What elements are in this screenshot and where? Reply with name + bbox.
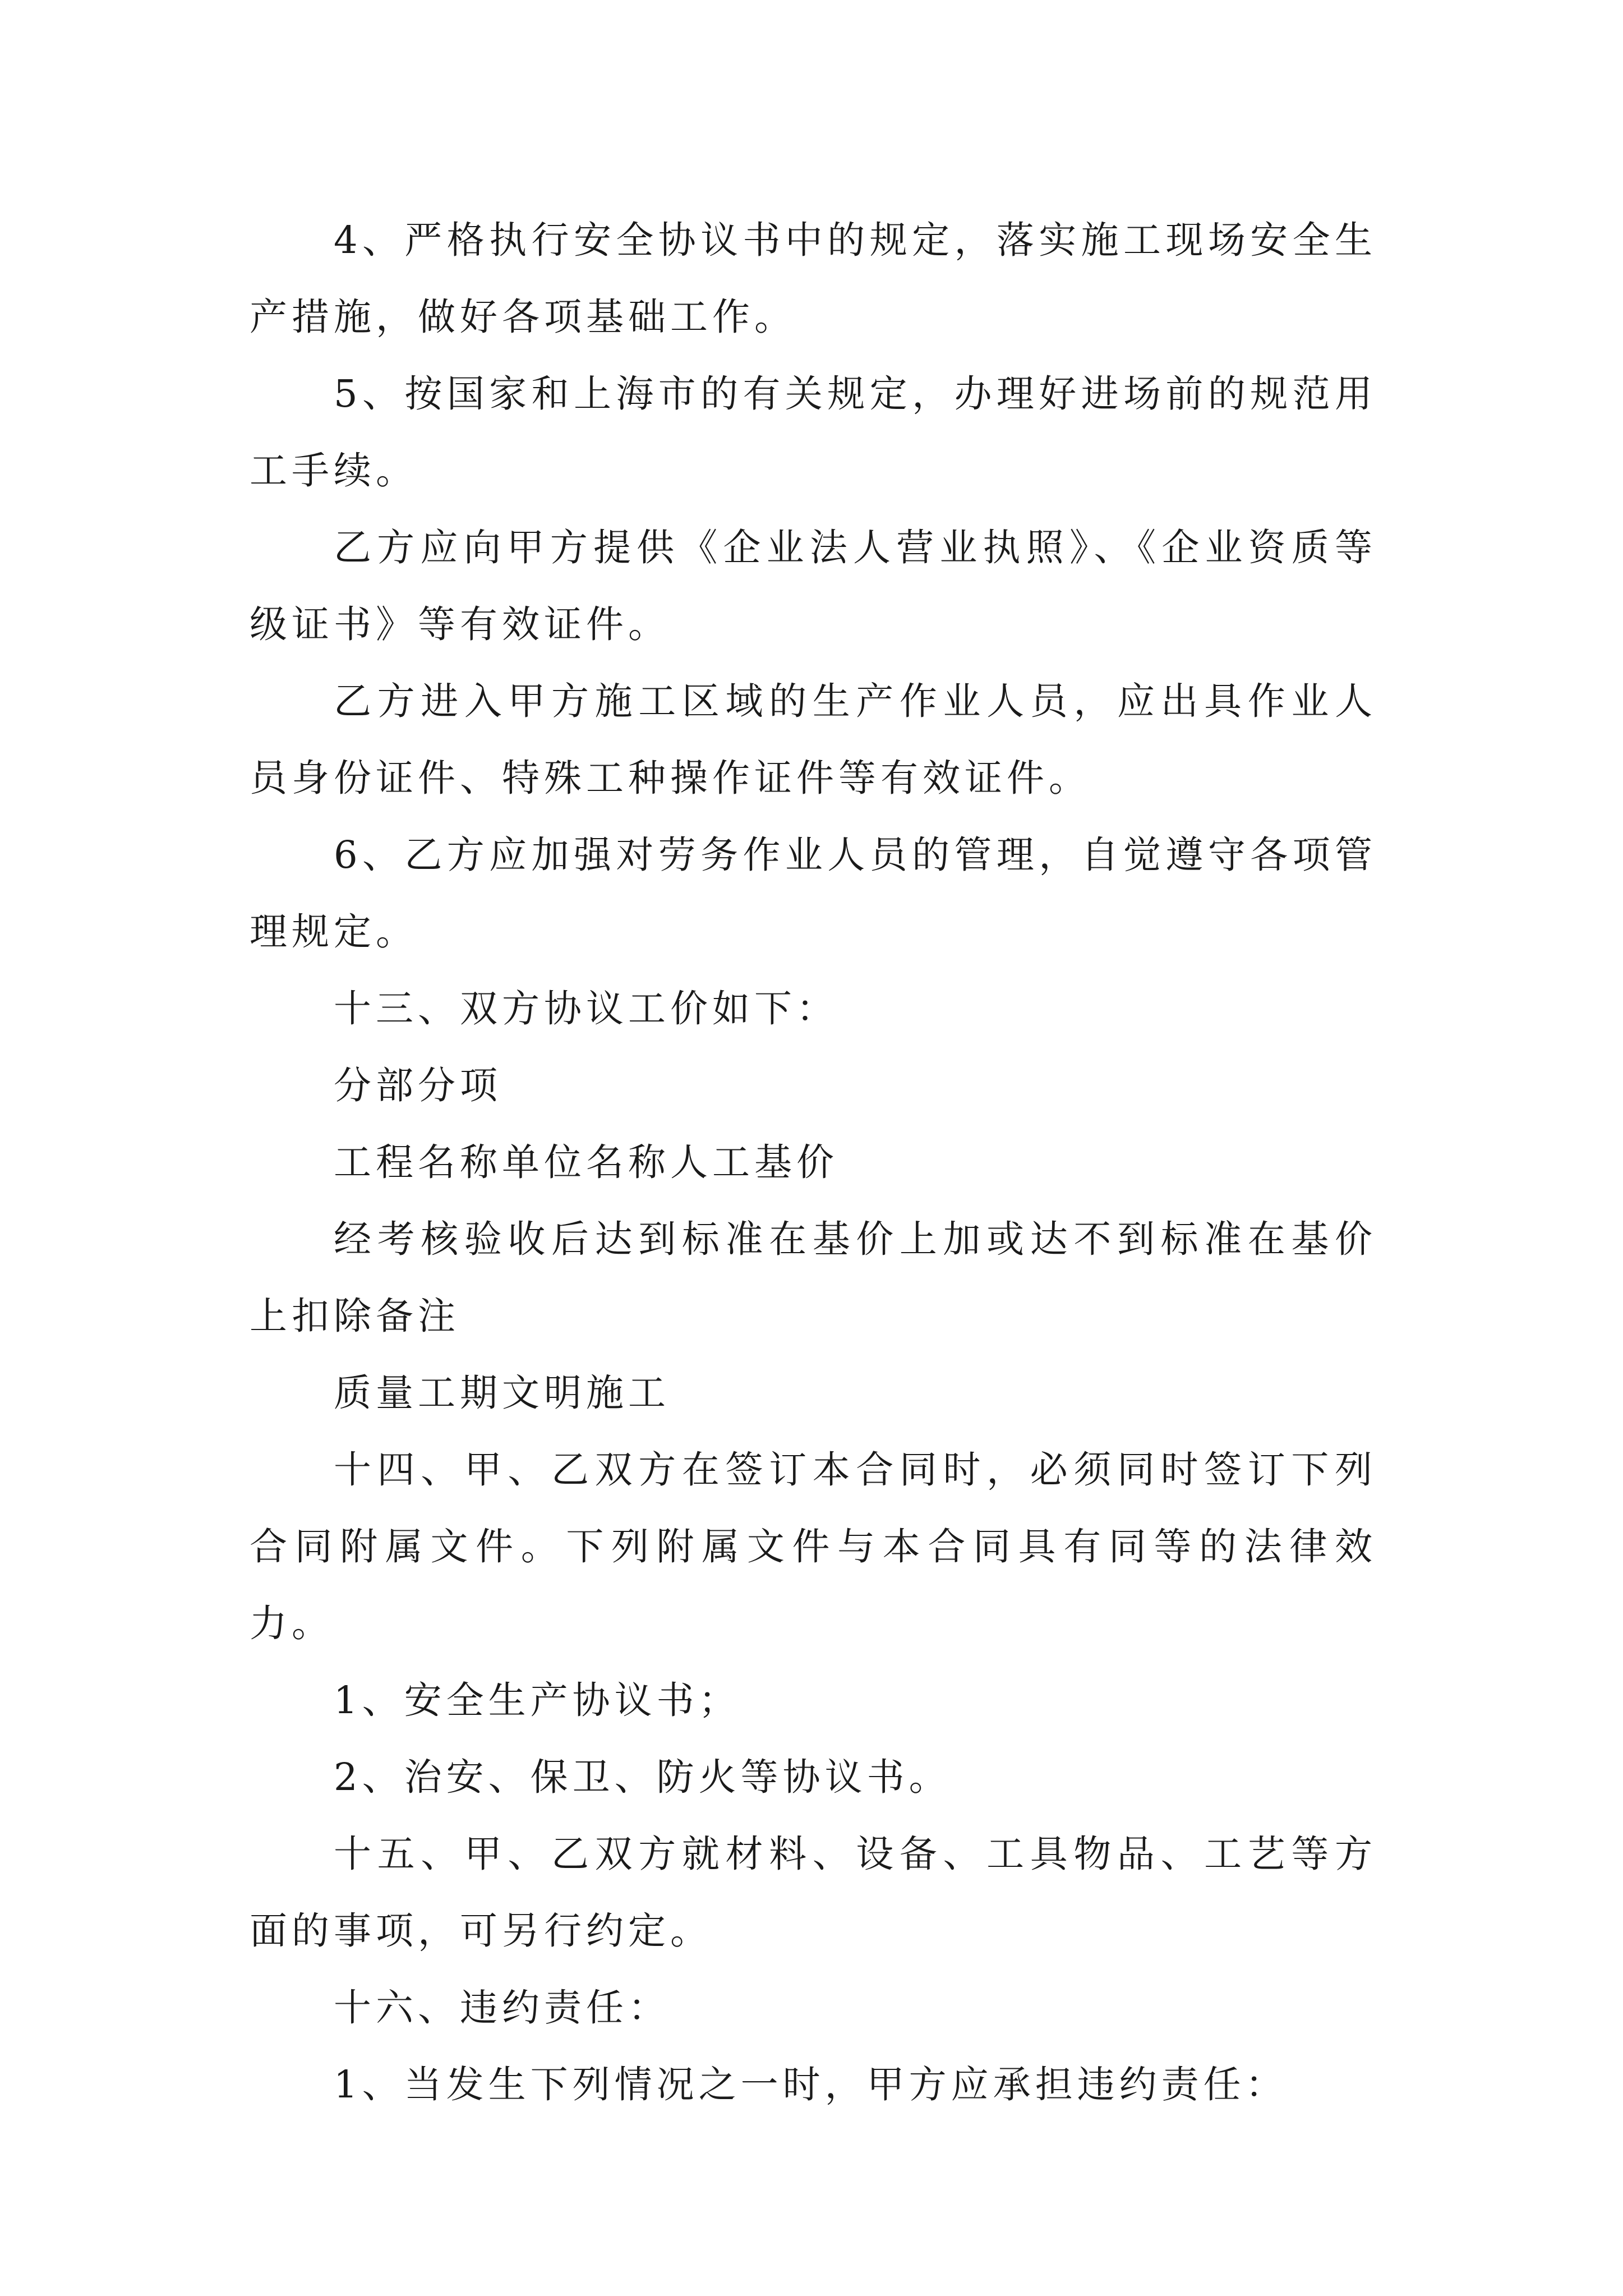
paragraph-breach-party-a: 1、当发生下列情况之一时，甲方应承担违约责任： <box>334 2063 1288 2106</box>
document-body <box>250 202 1377 2123</box>
paragraph-quality-schedule: 质量工期文明施工 <box>334 1371 670 1415</box>
paragraph-section-14: 十四、甲、乙双方在签订本合同时，必须同时签订下列合同附属文件。下列附属文件与本合同具有同等的法律效力。 <box>250 1448 1377 1645</box>
paragraph-employment-procedures: 5、按国家和上海市的有关规定，办理好进场前的规范用工手续。 <box>250 372 1377 493</box>
paragraph-section-16-heading: 十六、违约责任： <box>334 1986 670 2030</box>
paragraph-attachment-2: 2、治安、保卫、防火等协议书。 <box>334 1755 951 1799</box>
paragraph-worker-ids: 乙方进入甲方施工区域的生产作业人员，应出具作业人员身份证件、特殊工种操作证件等有效证件。 <box>250 679 1377 800</box>
paragraph-price-adjustment: 经考核验收后达到标准在基价上加或达不到标准在基价上扣除备注 <box>250 1217 1377 1338</box>
paragraph-price-columns: 工程名称单位名称人工基价 <box>334 1140 838 1184</box>
paragraph-worker-management: 6、乙方应加强对劳务作业人员的管理，自觉遵守各项管理规定。 <box>250 833 1377 954</box>
paragraph-attachment-1: 1、安全生产协议书； <box>334 1678 741 1722</box>
paragraph-certificates: 乙方应向甲方提供《企业法人营业执照》、《企业资质等级证书》等有效证件。 <box>250 526 1377 646</box>
paragraph-safety-agreement: 4、严格执行安全协议书中的规定，落实施工现场安全生产措施，做好各项基础工作。 <box>250 218 1377 339</box>
paragraph-section-15: 十五、甲、乙双方就材料、设备、工具物品、工艺等方面的事项，可另行约定。 <box>250 1832 1377 1953</box>
paragraph-section-13-heading: 十三、双方协议工价如下： <box>334 987 838 1030</box>
paragraph-sub-items: 分部分项 <box>334 1064 502 1107</box>
